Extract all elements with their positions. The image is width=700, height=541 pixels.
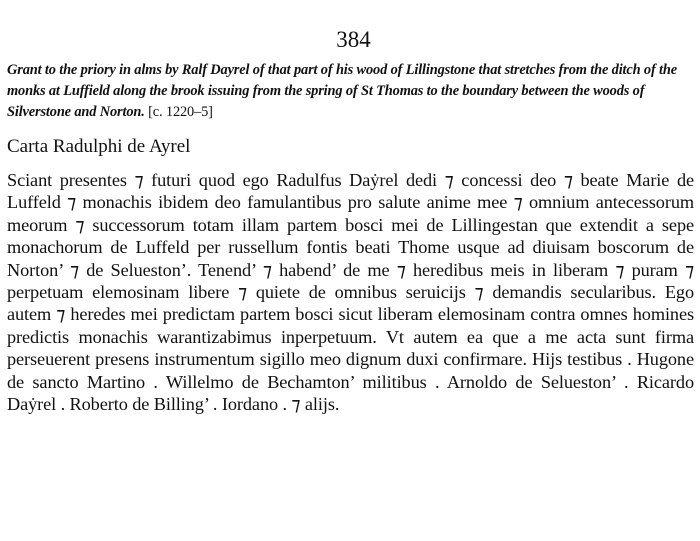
page-number: 384 bbox=[336, 27, 371, 52]
charter-summary bbox=[7, 60, 694, 123]
charter-title: Carta Radulphi de Ayrel bbox=[7, 136, 191, 157]
charter-body: Sciant presentes ⁊ futuri quod ego Radulfus Daẏrel dedi ⁊ concessi deo ⁊ beate Marie de Luffeld ⁊ monachis ibidem deo famulantibus pro salute anime mee ⁊ omnium antecessorum meorum ⁊ successorum totam illam partem bosci mei de Lillingestan que extendit a sepe monachorum de Luffeld per russellum fontis beati Thome usque ad diuisam boscorum de Norton’ ⁊ de Selueston’. Tenend’ ⁊ habend’ de me ⁊ heredibus meis in liberam ⁊ puram ⁊ perpetuam elemosinam libere ⁊ quiete de omnibus seruicijs ⁊ demandis secularibus. Ego autem ⁊ heredes mei predictam partem bosci sicut liberam elemosinam contra omnes homines predictis monachis warantizabimus inperpetuum. Vt autem ea que a me acta sunt firma perseuerent presens instrumentum sigillo meo dignum duxi confirmare. Hijs testibus . Hugone de sancto Martino . Willelmo de Bechamton’ militibus . Arnoldo de Selueston’ . Ricardo Daẏrel . Roberto de Billing’ . Iordano . ⁊ alijs. bbox=[7, 170, 694, 415]
charter-dating: [c. 1220–5] bbox=[148, 104, 213, 120]
summary-text: Grant to the priory in alms by Ralf Dayrel of that part of his wood of Lillingstone that stretches from the ditch of the monks at Luffield along the brook issuing from the spring of St Thomas to the boundary between the woods of Silverstone and Norton. bbox=[7, 62, 677, 120]
